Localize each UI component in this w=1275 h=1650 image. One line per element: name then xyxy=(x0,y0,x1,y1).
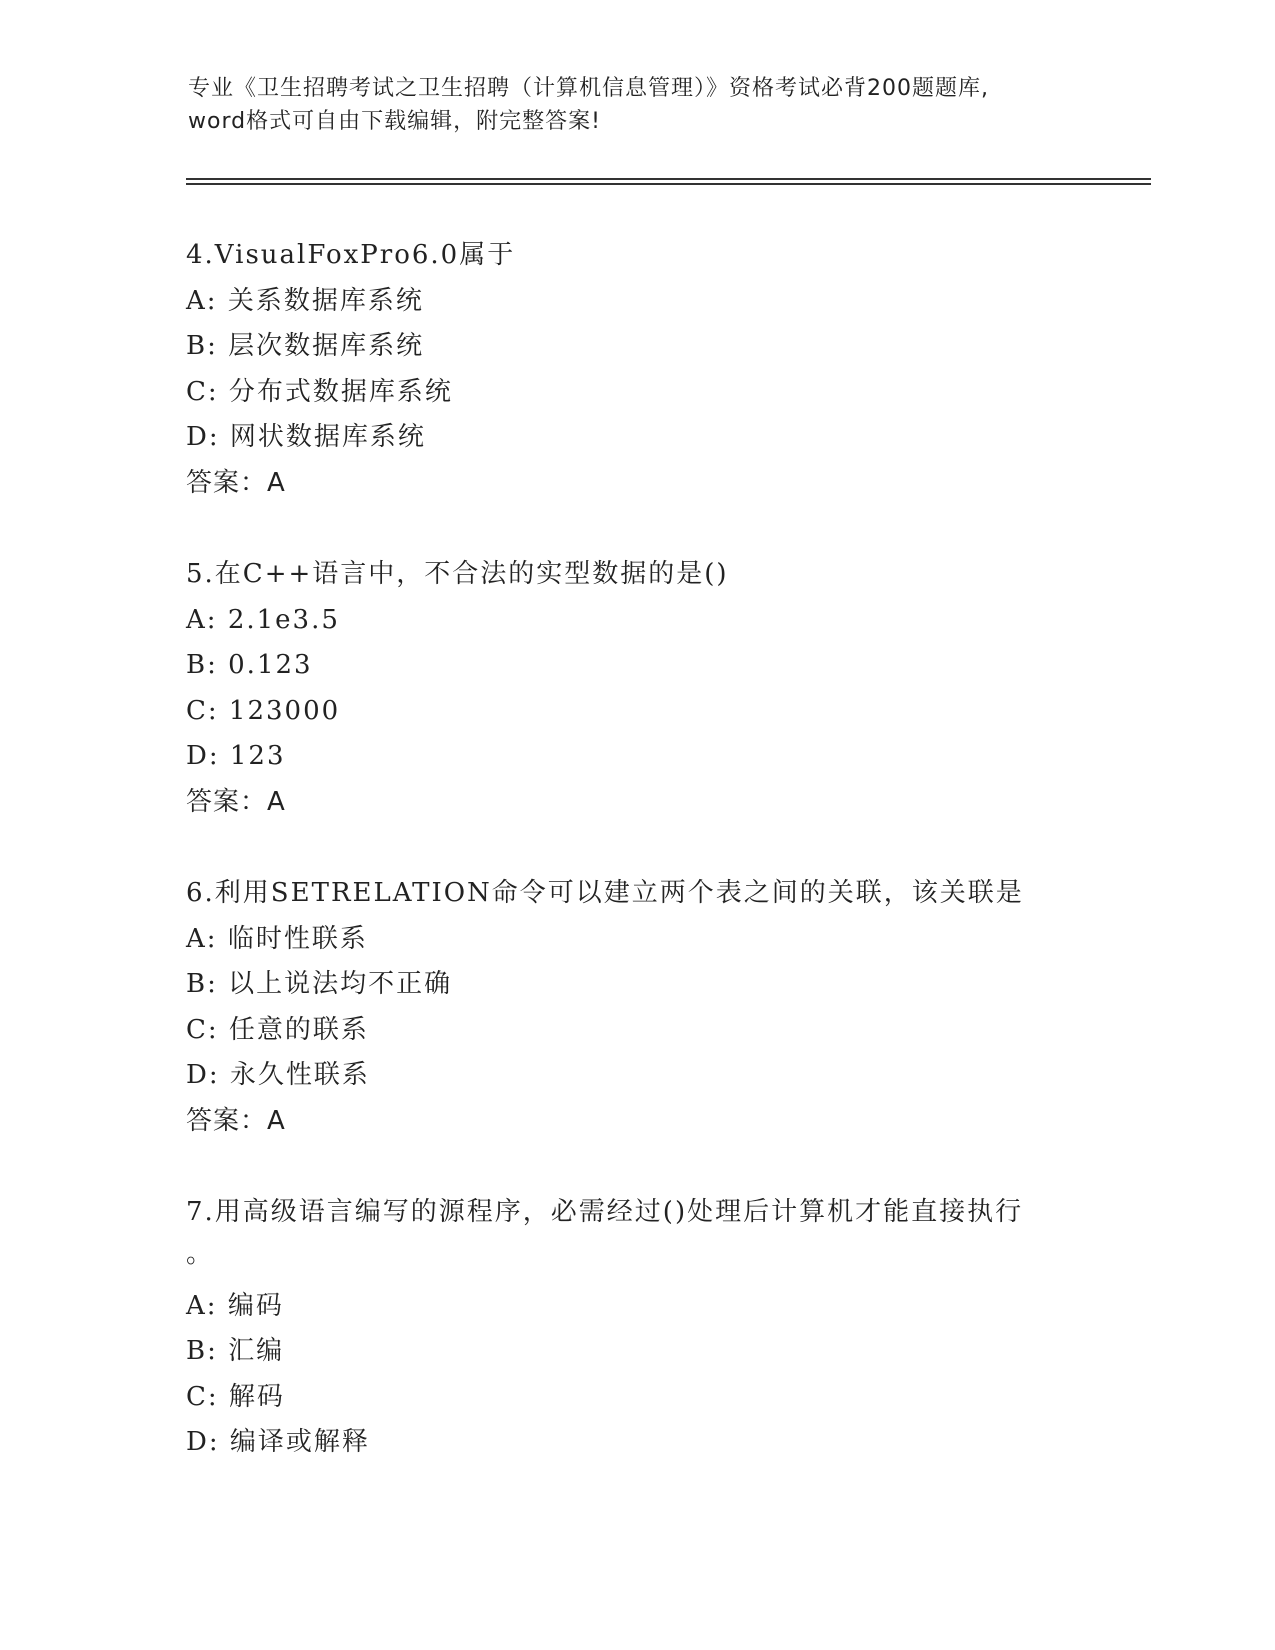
option-label: D: xyxy=(186,1427,220,1457)
question-list xyxy=(186,233,1146,1512)
option-a xyxy=(186,1284,1146,1330)
option-label: C: xyxy=(186,1381,219,1412)
option-text: 123 xyxy=(229,741,286,771)
question-7 xyxy=(186,1190,1146,1466)
option-c xyxy=(186,1375,1146,1421)
option-label: D: xyxy=(186,1060,220,1090)
option-d xyxy=(186,415,1146,461)
option-b xyxy=(186,962,1146,1008)
option-label: A: xyxy=(186,923,218,954)
option-b xyxy=(186,643,1146,689)
option-c xyxy=(186,370,1146,416)
option-text: 汇编 xyxy=(228,1336,285,1366)
option-text: 网状数据库系统 xyxy=(229,422,426,452)
question-stem: 7.用高级语言编写的源程序，必需经过()处理后计算机才能直接执行 xyxy=(186,1197,1024,1227)
option-text: 以上说法均不正确 xyxy=(228,969,453,999)
answer-line: 答案：A xyxy=(186,1105,286,1136)
answer-line: 答案：A xyxy=(186,467,286,498)
option-label: C: xyxy=(186,695,219,726)
option-label: A: xyxy=(186,285,218,316)
option-text: 0.123 xyxy=(228,650,313,680)
option-label: A: xyxy=(186,604,218,635)
option-text: 永久性联系 xyxy=(229,1060,370,1090)
option-text: 解码 xyxy=(228,1381,285,1412)
question-4 xyxy=(186,233,1146,506)
option-label: C: xyxy=(186,1014,219,1045)
option-b xyxy=(186,324,1146,370)
option-text: 层次数据库系统 xyxy=(228,331,425,361)
option-label: A: xyxy=(186,1290,218,1321)
option-a xyxy=(186,917,1146,963)
header-line-1: 专业《卫生招聘考试之卫生招聘（计算机信息管理）》资格考试必背200题题库, xyxy=(188,76,989,101)
document-header xyxy=(188,72,1088,138)
option-text: 临时性联系 xyxy=(227,923,368,954)
option-a xyxy=(186,279,1146,325)
option-text: 编码 xyxy=(227,1290,284,1321)
question-stem: 5.在C++语言中，不合法的实型数据的是() xyxy=(186,559,729,589)
option-label: B: xyxy=(186,331,218,361)
header-line-2: word格式可自由下载编辑，附完整答案! xyxy=(188,109,601,134)
option-text: 编译或解释 xyxy=(229,1427,370,1457)
option-a xyxy=(186,598,1146,644)
option-label: B: xyxy=(186,969,218,999)
option-text: 分布式数据库系统 xyxy=(228,376,453,407)
option-text: 2.1e3.5 xyxy=(227,604,340,635)
option-text: 任意的联系 xyxy=(228,1014,369,1045)
option-c xyxy=(186,1008,1146,1054)
question-stem: 6.利用SETRELATION命令可以建立两个表之间的关联，该关联是 xyxy=(186,878,1024,908)
option-label: C: xyxy=(186,376,219,407)
option-text: 关系数据库系统 xyxy=(227,285,424,316)
option-c xyxy=(186,689,1146,735)
option-b xyxy=(186,1329,1146,1375)
question-5 xyxy=(186,552,1146,825)
option-label: D: xyxy=(186,741,220,771)
option-d xyxy=(186,734,1146,780)
option-label: B: xyxy=(186,1336,218,1366)
option-d xyxy=(186,1420,1146,1466)
option-text: 123000 xyxy=(228,695,341,726)
option-label: D: xyxy=(186,422,220,452)
question-stem-continuation: 。 xyxy=(186,1238,215,1269)
question-stem: 4.VisualFoxPro6.0属于 xyxy=(186,240,516,270)
header-divider-bottom xyxy=(186,183,1151,185)
header-divider-top xyxy=(186,178,1151,180)
option-d xyxy=(186,1053,1146,1099)
answer-line: 答案：A xyxy=(186,786,286,817)
question-6 xyxy=(186,871,1146,1144)
option-label: B: xyxy=(186,650,218,680)
